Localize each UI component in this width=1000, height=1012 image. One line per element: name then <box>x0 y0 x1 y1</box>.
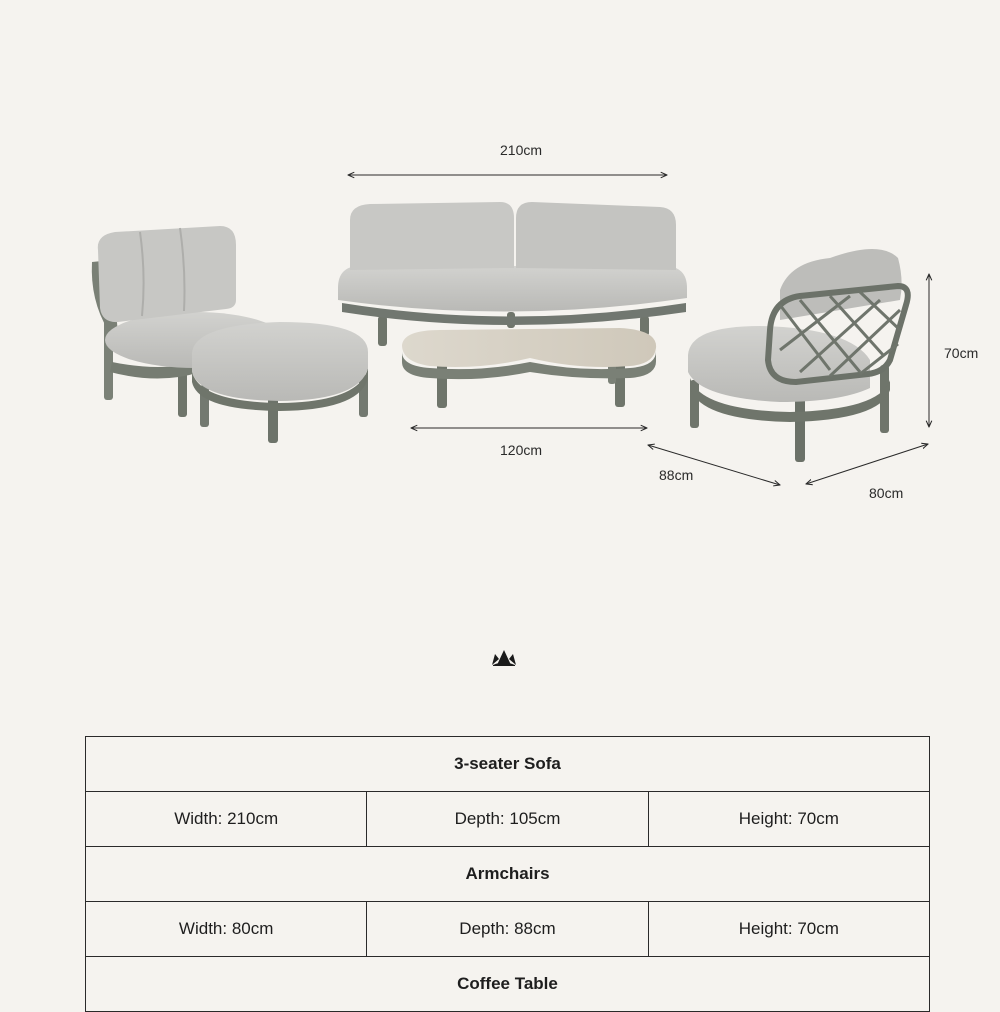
chair-width-label: 80cm <box>869 485 904 501</box>
chair-depth-label: 88cm <box>659 467 694 483</box>
chair-height-label: 70cm <box>944 345 979 361</box>
table-row <box>86 957 930 1012</box>
armchair-width-cell: Width: 80cm <box>86 902 367 957</box>
crown-lotus-icon <box>490 645 518 667</box>
table-row <box>86 792 930 847</box>
sofa-width-label: 210cm <box>500 142 543 158</box>
table-width-label: 120cm <box>500 442 543 458</box>
armchairs-heading: Armchairs <box>86 847 930 902</box>
right-armchair <box>688 249 908 462</box>
coffee-table-heading: Coffee Table <box>86 957 930 1012</box>
armchair-height-cell: Height: 70cm <box>648 902 929 957</box>
table-row <box>86 847 930 902</box>
table-row <box>86 902 930 957</box>
armchair-depth-cell: Depth: 88cm <box>367 902 648 957</box>
sofa-heading: 3-seater Sofa <box>86 737 930 792</box>
sofa-depth-cell: Depth: 105cm <box>367 792 648 847</box>
table-row <box>86 737 930 792</box>
sofa-height-cell: Height: 70cm <box>648 792 929 847</box>
specification-table <box>85 736 930 1012</box>
sofa-width-cell: Width: 210cm <box>86 792 367 847</box>
ottoman <box>192 322 368 443</box>
three-seater-sofa <box>338 202 687 346</box>
coffee-table <box>402 328 656 408</box>
